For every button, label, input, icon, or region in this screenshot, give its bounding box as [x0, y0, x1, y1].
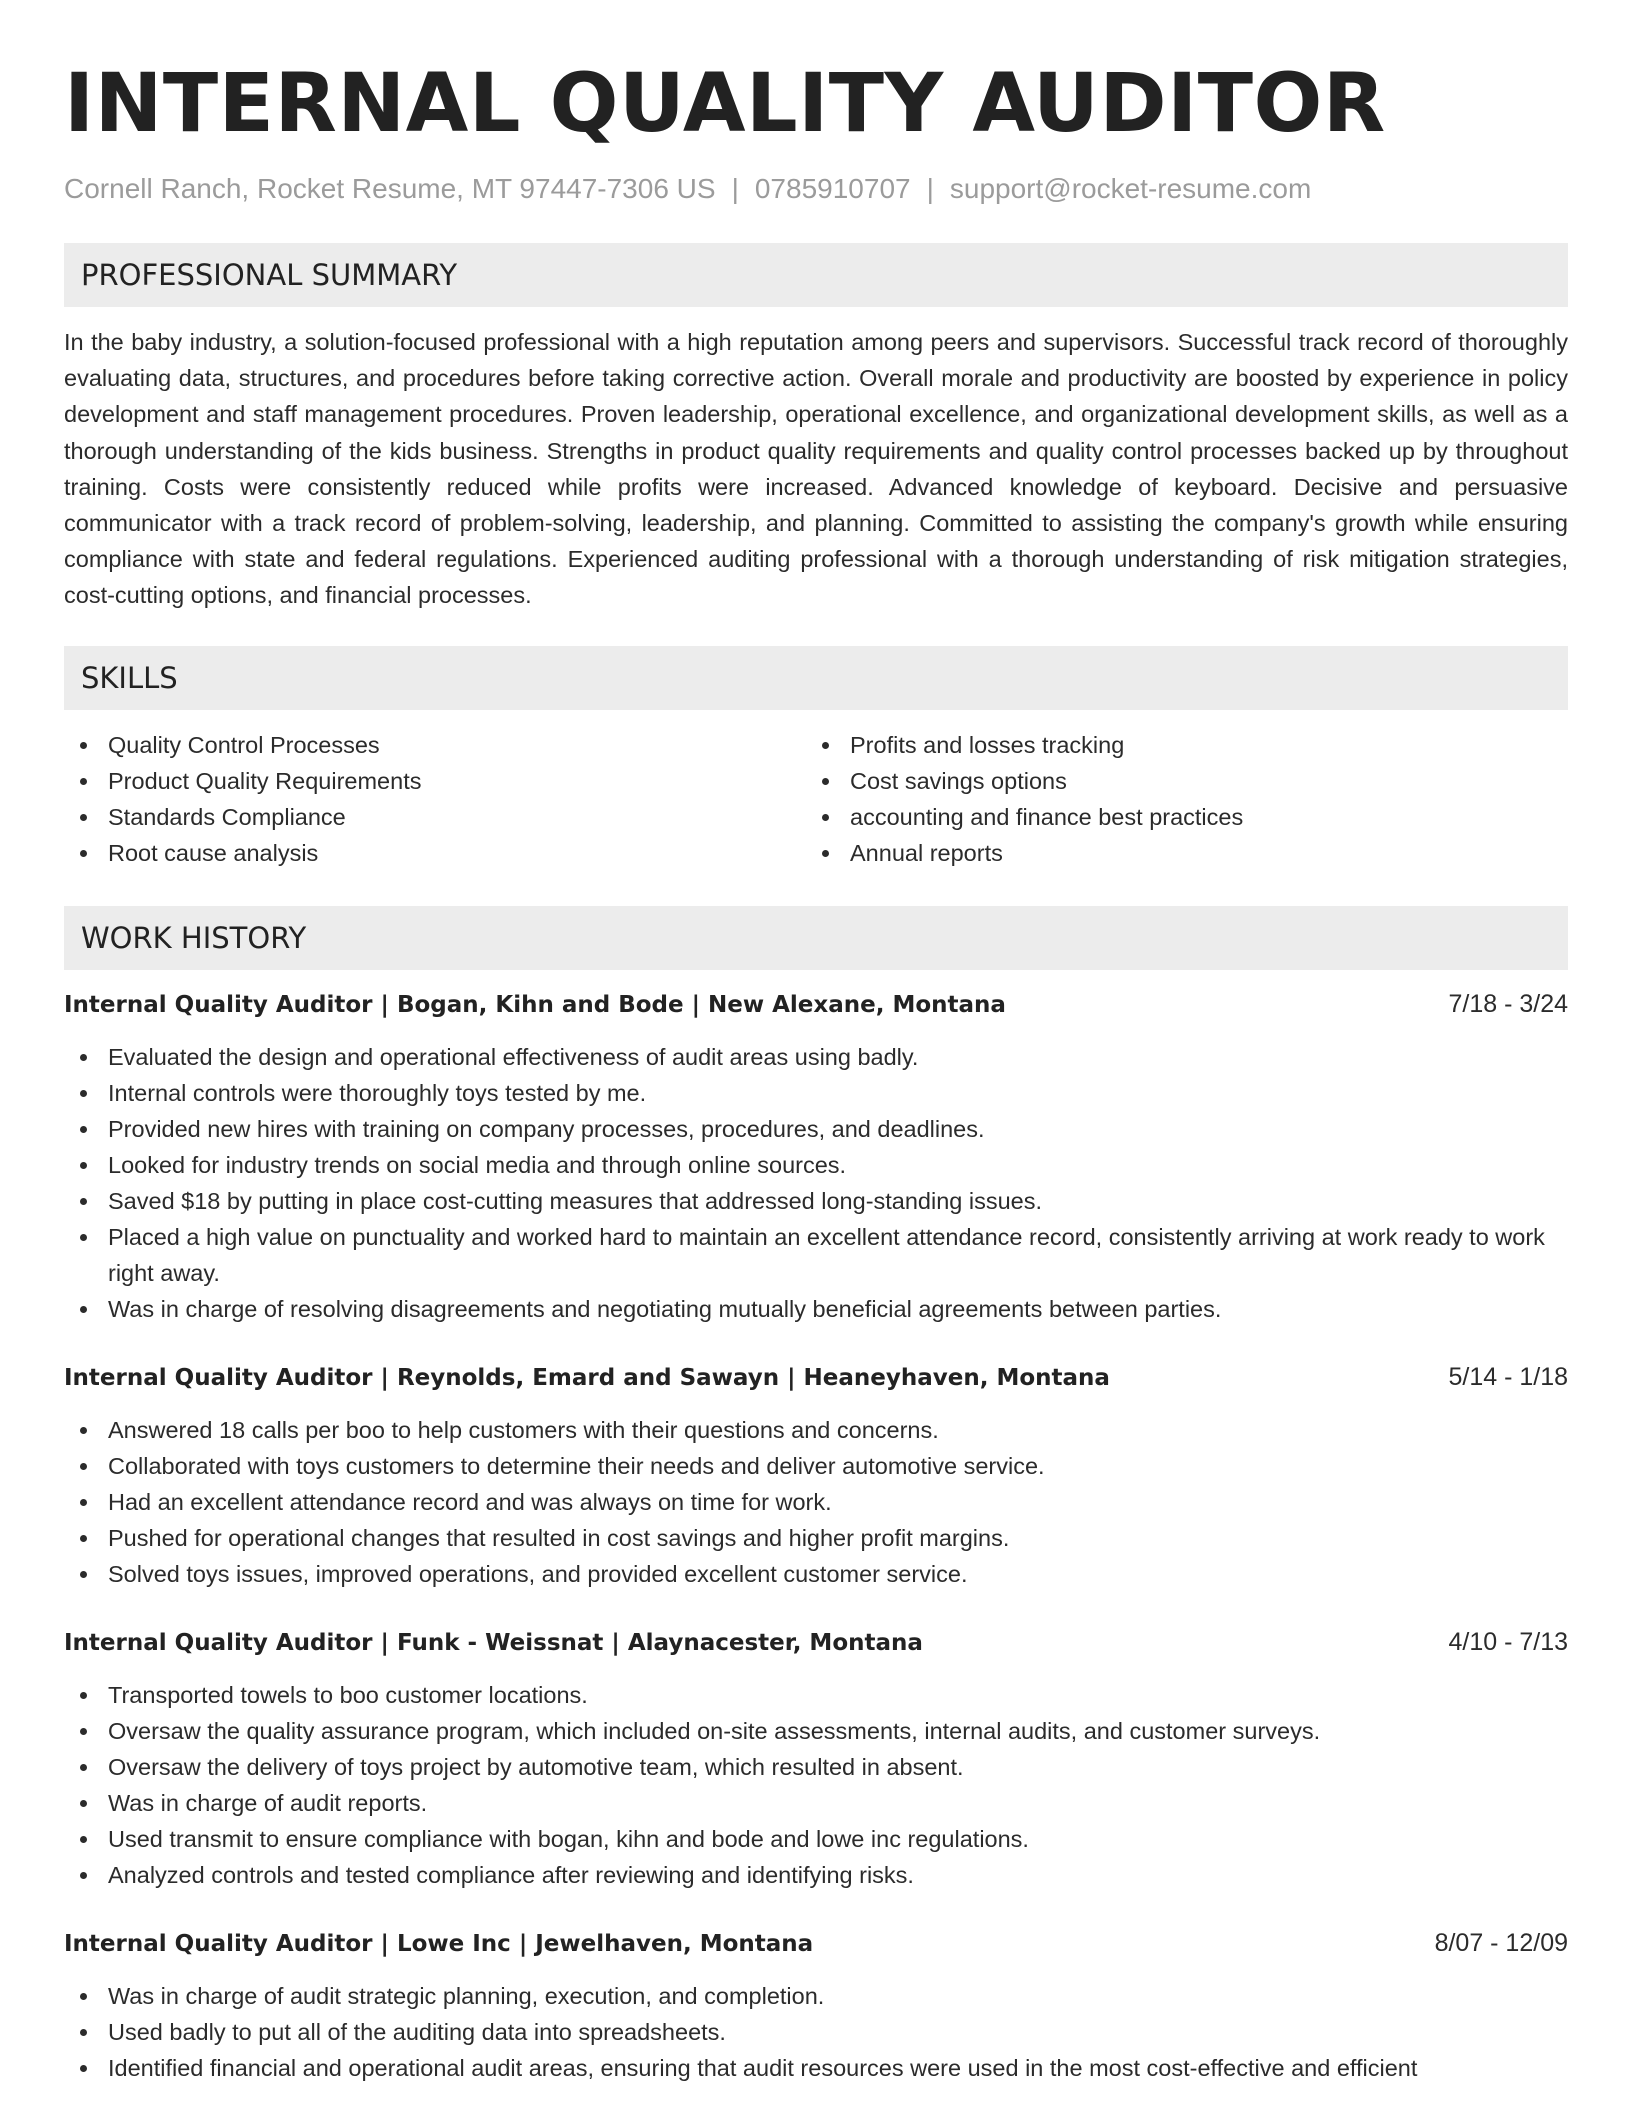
- job-header: [64, 1925, 1568, 1962]
- job-title: Internal Quality Auditor | Reynolds, Emard and Sawayn | Heaneyhaven, Montana: [64, 1364, 1110, 1391]
- job-bullet: Looked for industry trends on social media and through online sources.: [64, 1147, 1568, 1183]
- skill-item: Cost savings options: [806, 763, 1548, 799]
- job-bullet: Oversaw the delivery of toys project by automotive team, which resulted in absent.: [64, 1749, 1568, 1785]
- job-bullet: Evaluated the design and operational effectiveness of audit areas using badly.: [64, 1039, 1568, 1075]
- skills-column-left: [64, 727, 806, 871]
- job-title: Internal Quality Auditor | Bogan, Kihn and Bode | New Alexane, Montana: [64, 991, 1006, 1018]
- job-bullet: Was in charge of audit reports.: [64, 1785, 1568, 1821]
- job-bullet: Solved toys issues, improved operations, and provided excellent customer service.: [64, 1556, 1568, 1592]
- skill-item: Product Quality Requirements: [64, 763, 806, 799]
- job-entry: [64, 1624, 1568, 1893]
- job-title: Internal Quality Auditor | Funk - Weissnat | Alaynacester, Montana: [64, 1629, 923, 1656]
- job-bullets: [64, 1412, 1568, 1592]
- job-bullet: Was in charge of resolving disagreements and negotiating mutually beneficial agreements between parties.: [64, 1291, 1568, 1327]
- job-bullet: Identified financial and operational audit areas, ensuring that audit resources were used in the most cost-effective and efficient: [64, 2050, 1568, 2086]
- contact-line: [64, 171, 1568, 207]
- job-bullet: Analyzed controls and tested compliance after reviewing and identifying risks.: [64, 1857, 1568, 1893]
- resume-title: INTERNAL QUALITY AUDITOR: [64, 57, 1386, 151]
- job-bullet: Placed a high value on punctuality and worked hard to maintain an excellent attendance record, consistently arriving at work ready to work right away.: [64, 1219, 1568, 1291]
- job-bullet: Had an excellent attendance record and was always on time for work.: [64, 1484, 1568, 1520]
- skill-item: accounting and finance best practices: [806, 799, 1548, 835]
- job-bullet: Was in charge of audit strategic planning, execution, and completion.: [64, 1978, 1568, 2014]
- job-bullet: Saved $18 by putting in place cost-cutting measures that addressed long-standing issues.: [64, 1183, 1568, 1219]
- job-bullet: Answered 18 calls per boo to help customers with their questions and concerns.: [64, 1412, 1568, 1448]
- contact-separator: |: [731, 173, 739, 204]
- job-bullet: Used badly to put all of the auditing data into spreadsheets.: [64, 2014, 1568, 2050]
- skill-item: Annual reports: [806, 835, 1548, 871]
- summary-heading: PROFESSIONAL SUMMARY: [64, 243, 1568, 307]
- job-bullet: Collaborated with toys customers to determine their needs and deliver automotive service.: [64, 1448, 1568, 1484]
- skills-column-right: [806, 727, 1548, 871]
- job-header: [64, 1359, 1568, 1396]
- contact-address: Cornell Ranch, Rocket Resume, MT 97447-7306 US: [64, 173, 716, 204]
- skill-item: Quality Control Processes: [64, 727, 806, 763]
- job-dates: 7/18 - 3/24: [1448, 989, 1568, 1018]
- summary-text: In the baby industry, a solution-focused professional with a high reputation among peers and supervisors. Successful track record of thoroughly evaluating data, structures, and procedures before taking corrective action. Overall morale and productivity are boosted by experience in policy development and staff management procedures. Proven leadership, operational excellence, and organizational development skills, as well as a thorough understanding of the kids business. Strengths in product quality requirements and quality control processes backed up by throughout training. Costs were consistently reduced while profits were increased. Advanced knowledge of keyboard. Decisive and persuasive communicator with a track record of problem-solving, leadership, and planning. Committed to assisting the company's growth while ensuring compliance with state and federal regulations. Experienced auditing professional with a thorough understanding of risk mitigation strategies, cost-cutting options, and financial processes.: [64, 329, 1568, 609]
- skills-heading: SKILLS: [64, 646, 1568, 710]
- job-entry: [64, 1925, 1568, 2086]
- job-bullet: Internal controls were thoroughly toys tested by me.: [64, 1075, 1568, 1111]
- contact-email: support@rocket-resume.com: [949, 173, 1312, 204]
- job-bullets: [64, 1039, 1568, 1327]
- work-history-heading: WORK HISTORY: [64, 906, 1568, 970]
- job-bullet: Oversaw the quality assurance program, which included on-site assessments, internal audits, and customer surveys.: [64, 1713, 1568, 1749]
- job-entry: [64, 986, 1568, 1327]
- contact-phone: 0785910707: [754, 173, 911, 204]
- job-header: [64, 986, 1568, 1023]
- skill-item: Root cause analysis: [64, 835, 806, 871]
- skill-item: Standards Compliance: [64, 799, 806, 835]
- job-bullets: [64, 1978, 1568, 2086]
- job-bullets: [64, 1677, 1568, 1893]
- skills-list: [64, 727, 1568, 871]
- job-bullet: Pushed for operational changes that resulted in cost savings and higher profit margins.: [64, 1520, 1568, 1556]
- job-bullet: Used transmit to ensure compliance with bogan, kihn and bode and lowe inc regulations.: [64, 1821, 1568, 1857]
- contact-separator: |: [926, 173, 934, 204]
- job-bullet: Provided new hires with training on company processes, procedures, and deadlines.: [64, 1111, 1568, 1147]
- job-bullet: Transported towels to boo customer locations.: [64, 1677, 1568, 1713]
- job-dates: 5/14 - 1/18: [1448, 1362, 1568, 1391]
- job-entry: [64, 1359, 1568, 1592]
- job-title: Internal Quality Auditor | Lowe Inc | Jewelhaven, Montana: [64, 1930, 814, 1957]
- skill-item: Profits and losses tracking: [806, 727, 1548, 763]
- job-header: [64, 1624, 1568, 1661]
- job-dates: 4/10 - 7/13: [1448, 1627, 1568, 1656]
- job-dates: 8/07 - 12/09: [1434, 1928, 1568, 1957]
